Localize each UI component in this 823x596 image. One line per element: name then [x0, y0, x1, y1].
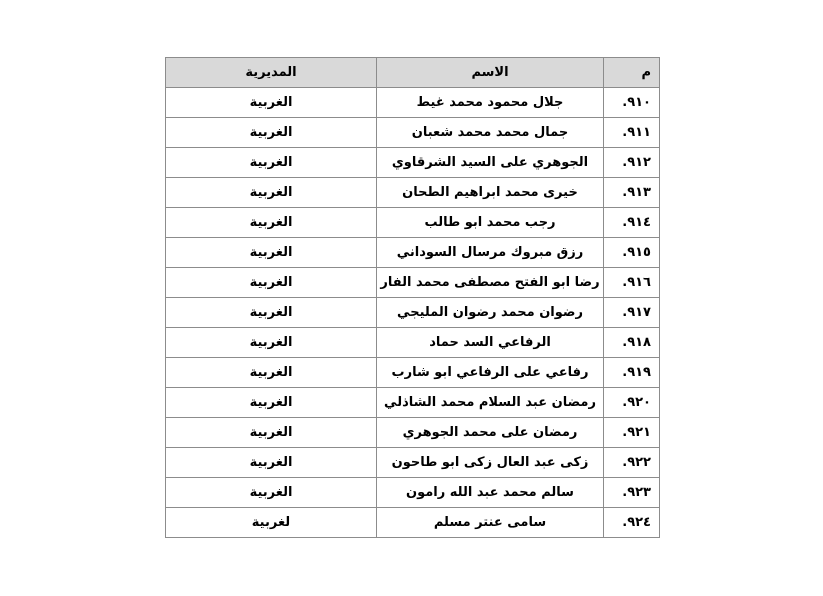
- row-number: ٩١٧.: [604, 298, 660, 328]
- row-directorate: الغربية: [166, 148, 377, 178]
- table-body: [166, 88, 660, 538]
- table-row: [166, 148, 660, 178]
- table-row: [166, 478, 660, 508]
- row-name: رضا ابو الفتح مصطفى محمد الفار: [377, 268, 604, 298]
- row-name: جلال محمود محمد غيط: [377, 88, 604, 118]
- row-name: رمضان عبد السلام محمد الشاذلي: [377, 388, 604, 418]
- row-name: سالم محمد عبد الله رامون: [377, 478, 604, 508]
- row-directorate: لغربية: [166, 508, 377, 538]
- row-number: ٩٢٠.: [604, 388, 660, 418]
- row-directorate: الغربية: [166, 388, 377, 418]
- header-number: م: [604, 58, 660, 88]
- row-directorate: الغربية: [166, 238, 377, 268]
- row-number: ٩١٠.: [604, 88, 660, 118]
- row-directorate: الغربية: [166, 298, 377, 328]
- row-directorate: الغربية: [166, 478, 377, 508]
- row-number: ٩١٨.: [604, 328, 660, 358]
- row-name: رمضان على محمد الجوهري: [377, 418, 604, 448]
- row-name: رفاعي على الرفاعي ابو شارب: [377, 358, 604, 388]
- table-row: [166, 178, 660, 208]
- row-number: ٩٢٢.: [604, 448, 660, 478]
- table-row: [166, 88, 660, 118]
- row-number: ٩١١.: [604, 118, 660, 148]
- row-number: ٩٢٣.: [604, 478, 660, 508]
- table-row: [166, 298, 660, 328]
- row-name: رضوان محمد رضوان المليجي: [377, 298, 604, 328]
- row-name: الرفاعي السد حماد: [377, 328, 604, 358]
- table-row: [166, 208, 660, 238]
- row-name: رزق مبروك مرسال السوداني: [377, 238, 604, 268]
- row-name: جمال محمد محمد شعبان: [377, 118, 604, 148]
- table-header-row: [166, 58, 660, 88]
- table-row: [166, 418, 660, 448]
- table-row: [166, 388, 660, 418]
- row-name: زكى عبد العال زكى ابو طاحون: [377, 448, 604, 478]
- row-directorate: الغربية: [166, 448, 377, 478]
- row-directorate: الغربية: [166, 118, 377, 148]
- row-directorate: الغربية: [166, 88, 377, 118]
- names-table: [165, 57, 660, 538]
- row-name: سامى عنتر مسلم: [377, 508, 604, 538]
- row-number: ٩١٣.: [604, 178, 660, 208]
- row-directorate: الغربية: [166, 358, 377, 388]
- row-number: ٩١٦.: [604, 268, 660, 298]
- row-number: ٩١٢.: [604, 148, 660, 178]
- row-directorate: الغربية: [166, 328, 377, 358]
- row-directorate: الغربية: [166, 268, 377, 298]
- row-number: ٩١٥.: [604, 238, 660, 268]
- row-number: ٩١٩.: [604, 358, 660, 388]
- table-row: [166, 118, 660, 148]
- table-row: [166, 238, 660, 268]
- row-directorate: الغربية: [166, 178, 377, 208]
- row-number: ٩٢٤.: [604, 508, 660, 538]
- row-number: ٩٢١.: [604, 418, 660, 448]
- table-row: [166, 358, 660, 388]
- row-directorate: الغربية: [166, 208, 377, 238]
- row-name: الجوهري على السيد الشرقاوي: [377, 148, 604, 178]
- row-name: رجب محمد ابو طالب: [377, 208, 604, 238]
- header-name: الاسم: [377, 58, 604, 88]
- table-row: [166, 328, 660, 358]
- table-row: [166, 268, 660, 298]
- row-directorate: الغربية: [166, 418, 377, 448]
- row-name: خيرى محمد ابراهيم الطحان: [377, 178, 604, 208]
- table-row: [166, 508, 660, 538]
- header-directorate: المديرية: [166, 58, 377, 88]
- table-row: [166, 448, 660, 478]
- row-number: ٩١٤.: [604, 208, 660, 238]
